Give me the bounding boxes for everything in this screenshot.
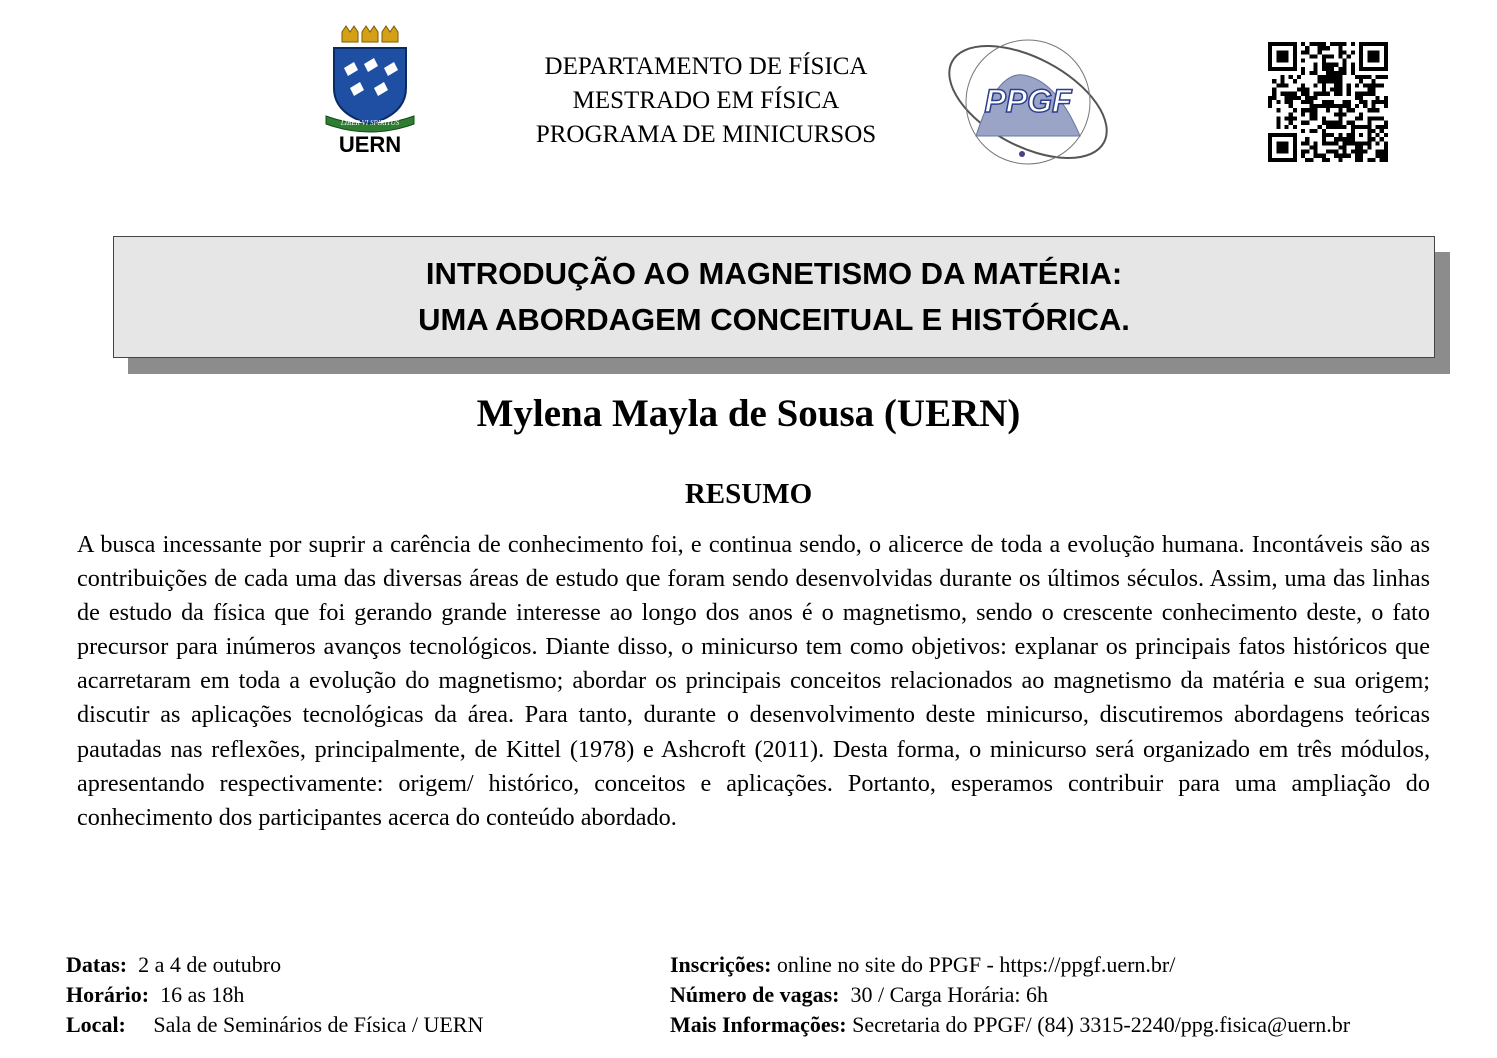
- abstract-text: A busca incessante por suprir a carência de conhecimento foi, e continua sendo, o alicerce de toda a evolução humana. Incontáveis são as contribuições de cada uma das diversas áreas de estudo que foram sendo desenvolvidas durante os últimos séculos. Assim, uma das linhas de estudo da física que foi gerando grande interesse ao longo dos anos é o magnetismo, sendo o crescente conhecimento deste, o fato precursor para inúmeros avanços tecnológicos. Diante disso, o minicurso tem como objetivos: explanar os principais fatos históricos que acarretaram em toda a evolução do magnetismo; abordar os principais conceitos relacionados ao magnetismo da matéria e sua origem; discutir as aplicações tecnológicas da área. Para tanto, durante o desenvolvimento deste minicurso, discutiremos abordagens teóricas pautadas nas reflexões, principalmente, de Kittel (1978) e Ashcroft (2011). Desta forma, o minicurso será organizado em três módulos, apresentando respectivamente: origem/ histórico, conceitos e aplicações. Portanto, esperamos contribuir para uma ampliação do conhecimento dos participantes acerca do conteúdo abordado.: [77, 531, 1430, 831]
- title-line-2: UMA ABORDAGEM CONCEITUAL E HISTÓRICA.: [418, 302, 1130, 337]
- footer-time: [66, 980, 626, 1010]
- title-line-1: INTRODUÇÃO AO MAGNETISMO DA MATÉRIA:: [425, 256, 1123, 291]
- header-institution: [490, 50, 922, 152]
- header-line-department: DEPARTAMENTO DE FÍSICA: [544, 53, 868, 80]
- ppgf-logo-icon: [936, 36, 1122, 168]
- registration-value: online no site do PPGF - https://ppgf.uern.br/: [776, 952, 1176, 977]
- location-label: Local:: [66, 1012, 126, 1037]
- time-value: 16 as 18h: [160, 982, 245, 1007]
- footer-vacancies: [670, 980, 1470, 1010]
- abstract-heading: RESUMO: [684, 478, 813, 510]
- uern-wordmark: UERN: [338, 132, 402, 157]
- uern-logo: [320, 24, 420, 158]
- dates-label: Datas:: [66, 952, 128, 977]
- vacancies-label: Número de vagas:: [670, 982, 840, 1007]
- footer-more-info: [670, 1010, 1470, 1040]
- vacancies-value: 30 / Carga Horária: 6h: [850, 982, 1049, 1007]
- qr-code: [1268, 42, 1388, 162]
- ppgf-logo: [936, 36, 1122, 168]
- ppgf-wordmark: PPGF: [984, 83, 1072, 119]
- footer-registration: [670, 950, 1470, 1040]
- header-line-program: PROGRAMA DE MINICURSOS: [535, 121, 877, 148]
- uern-motto: LIBER VI SPIRITUS: [340, 119, 400, 127]
- header-line-masters: MESTRADO EM FÍSICA: [572, 87, 840, 114]
- more-info-value: Secretaria do PPGF/ (84) 3315-2240/ppg.fisica@uern.br: [852, 1012, 1351, 1037]
- footer-registration-info: [670, 950, 1470, 980]
- title-box: [113, 236, 1435, 358]
- author-name: Mylena Mayla de Sousa (UERN): [476, 392, 1021, 435]
- registration-label: Inscrições:: [670, 952, 772, 977]
- footer-dates: [66, 950, 626, 980]
- footer-schedule: [66, 950, 626, 1040]
- uern-crest-icon: [320, 24, 420, 158]
- dates-value: 2 a 4 de outubro: [138, 952, 282, 977]
- footer-location: [66, 1010, 626, 1040]
- more-info-label: Mais Informações:: [670, 1012, 847, 1037]
- time-label: Horário:: [66, 982, 150, 1007]
- qr-code-icon: [1268, 42, 1388, 162]
- location-value: Sala de Seminários de Física / UERN: [153, 1012, 484, 1037]
